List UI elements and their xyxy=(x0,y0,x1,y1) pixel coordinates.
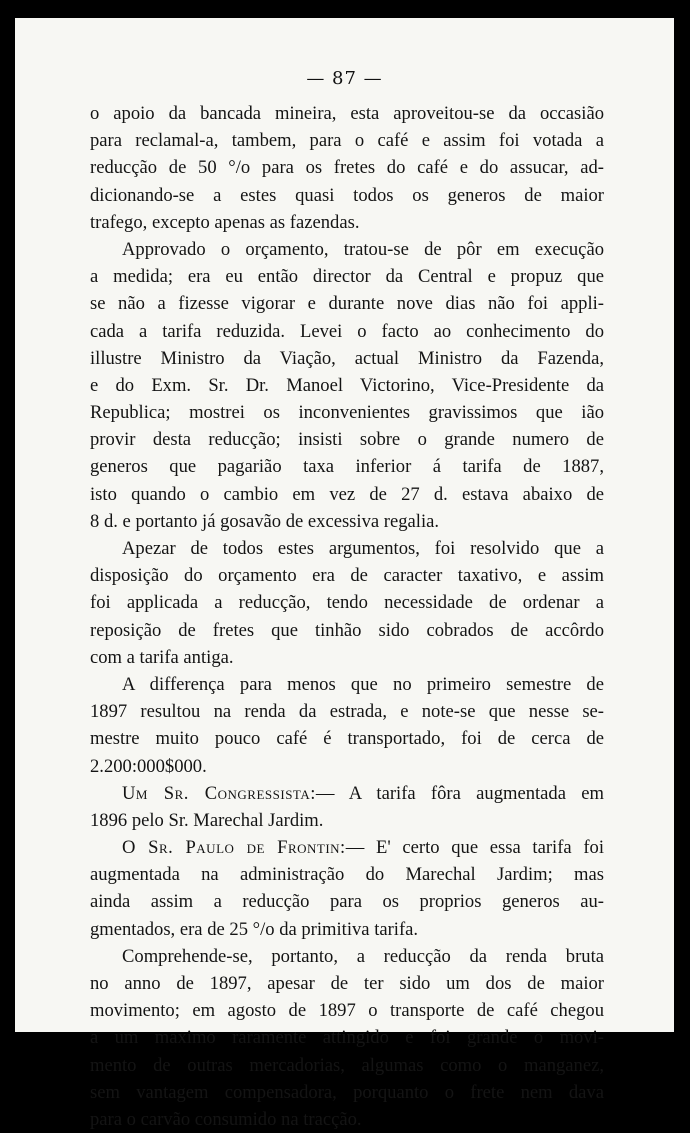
text-line: ainda assim a reducção para os proprios generos au- xyxy=(90,891,604,913)
text-line: augmentada na administração do Marechal Jardim; mas xyxy=(90,864,604,886)
text-line: generos que pagarião taxa inferior á tarifa de 1887, xyxy=(90,456,604,478)
speech-text: — A tarifa fôra augmentada em xyxy=(315,782,604,804)
text-line: com a tarifa antiga. xyxy=(90,646,234,668)
text-line: o apoio da bancada mineira, esta aproveitou-se da occasião xyxy=(90,103,604,124)
speaker-label: O Sr. Paulo de Frontin: xyxy=(122,837,346,859)
text-line xyxy=(90,834,604,861)
text-line: A differença para menos que no primeiro semestre de xyxy=(122,673,604,695)
text-line: a um maximo raramente attingido e foi grande o movi- xyxy=(90,1027,604,1049)
text-line: Comprehende-se, portanto, a reducção da renda bruta xyxy=(122,945,604,967)
text-line: Apezar de todos estes argumentos, foi resolvido que a xyxy=(122,538,604,559)
text-line: e do Exm. Sr. Dr. Manoel Victorino, Vice-Presidente da xyxy=(90,374,604,396)
text-line: reposição de fretes que tinhão sido cobrados de accôrdo xyxy=(90,619,604,641)
text-line: dicionando-se a estes quasi todos os generos de maior xyxy=(90,184,604,206)
text-line: 1897 resultou na renda da estrada, e note-se que nesse se- xyxy=(90,701,604,723)
text-line: para reclamal-a, tambem, para o café e assim foi votada a xyxy=(90,130,604,152)
text-line: Approvado o orçamento, tratou-se de pôr em execução xyxy=(122,238,604,260)
text-line: 2.200:000$000. xyxy=(90,755,207,777)
speech-text: — E' certo que essa tarifa foi xyxy=(345,837,604,859)
text-line: mento de outras mercadorias, algumas como o manganez, xyxy=(90,1054,604,1076)
text-line: isto quando o cambio em vez de 27 d. estava abaixo de xyxy=(90,483,604,505)
text-line: foi applicada a reducção, tendo necessidade de ordenar a xyxy=(90,592,604,614)
text-line: provir desta reducção; insisti sobre o grande numero de xyxy=(90,429,604,451)
text-line xyxy=(90,780,604,807)
text-line: mestre muito pouco café é transportado, foi de cerca de xyxy=(90,728,604,750)
speaker-label: Um Sr. Congressista: xyxy=(122,782,316,804)
text-line: reducção de 50 °/o para os fretes do café e do assucar, ad- xyxy=(90,157,604,179)
text-line: gmentados, era de 25 °/o da primitiva tarifa. xyxy=(90,918,419,940)
text-line: movimento; em agosto de 1897 o transporte de café chegou xyxy=(90,1000,604,1022)
text-line: se não a fizesse vigorar e durante nove dias não foi appli- xyxy=(90,293,604,315)
page-number: — 87 — xyxy=(306,68,383,89)
text-line: sem vantagem compensadora, porquanto o frete nem dava xyxy=(90,1081,604,1103)
book-page xyxy=(15,18,674,1130)
text-line: 8 d. e portanto já gosavão de excessiva regalia. xyxy=(90,510,440,532)
text-line: para o carvão consumido na tracção. xyxy=(90,1108,362,1130)
body-text xyxy=(90,100,604,1133)
text-line: trafego, excepto apenas as fazendas. xyxy=(90,211,360,233)
text-line: 1896 pelo Sr. Marechal Jardim. xyxy=(90,809,324,831)
text-line: Republica; mostrei os inconvenientes gravissimos que ião xyxy=(90,402,604,424)
text-line: no anno de 1897, apesar de ter sido um dos de maior xyxy=(90,973,604,994)
text-line: disposição do orçamento era de caracter taxativo, e assim xyxy=(90,565,604,587)
text-line: cada a tarifa reduzida. Levei o facto ao conhecimento do xyxy=(90,320,604,342)
text-line: illustre Ministro da Viação, actual Ministro da Fazenda, xyxy=(90,347,604,369)
text-line: a medida; era eu então director da Central e propuz que xyxy=(90,266,604,288)
